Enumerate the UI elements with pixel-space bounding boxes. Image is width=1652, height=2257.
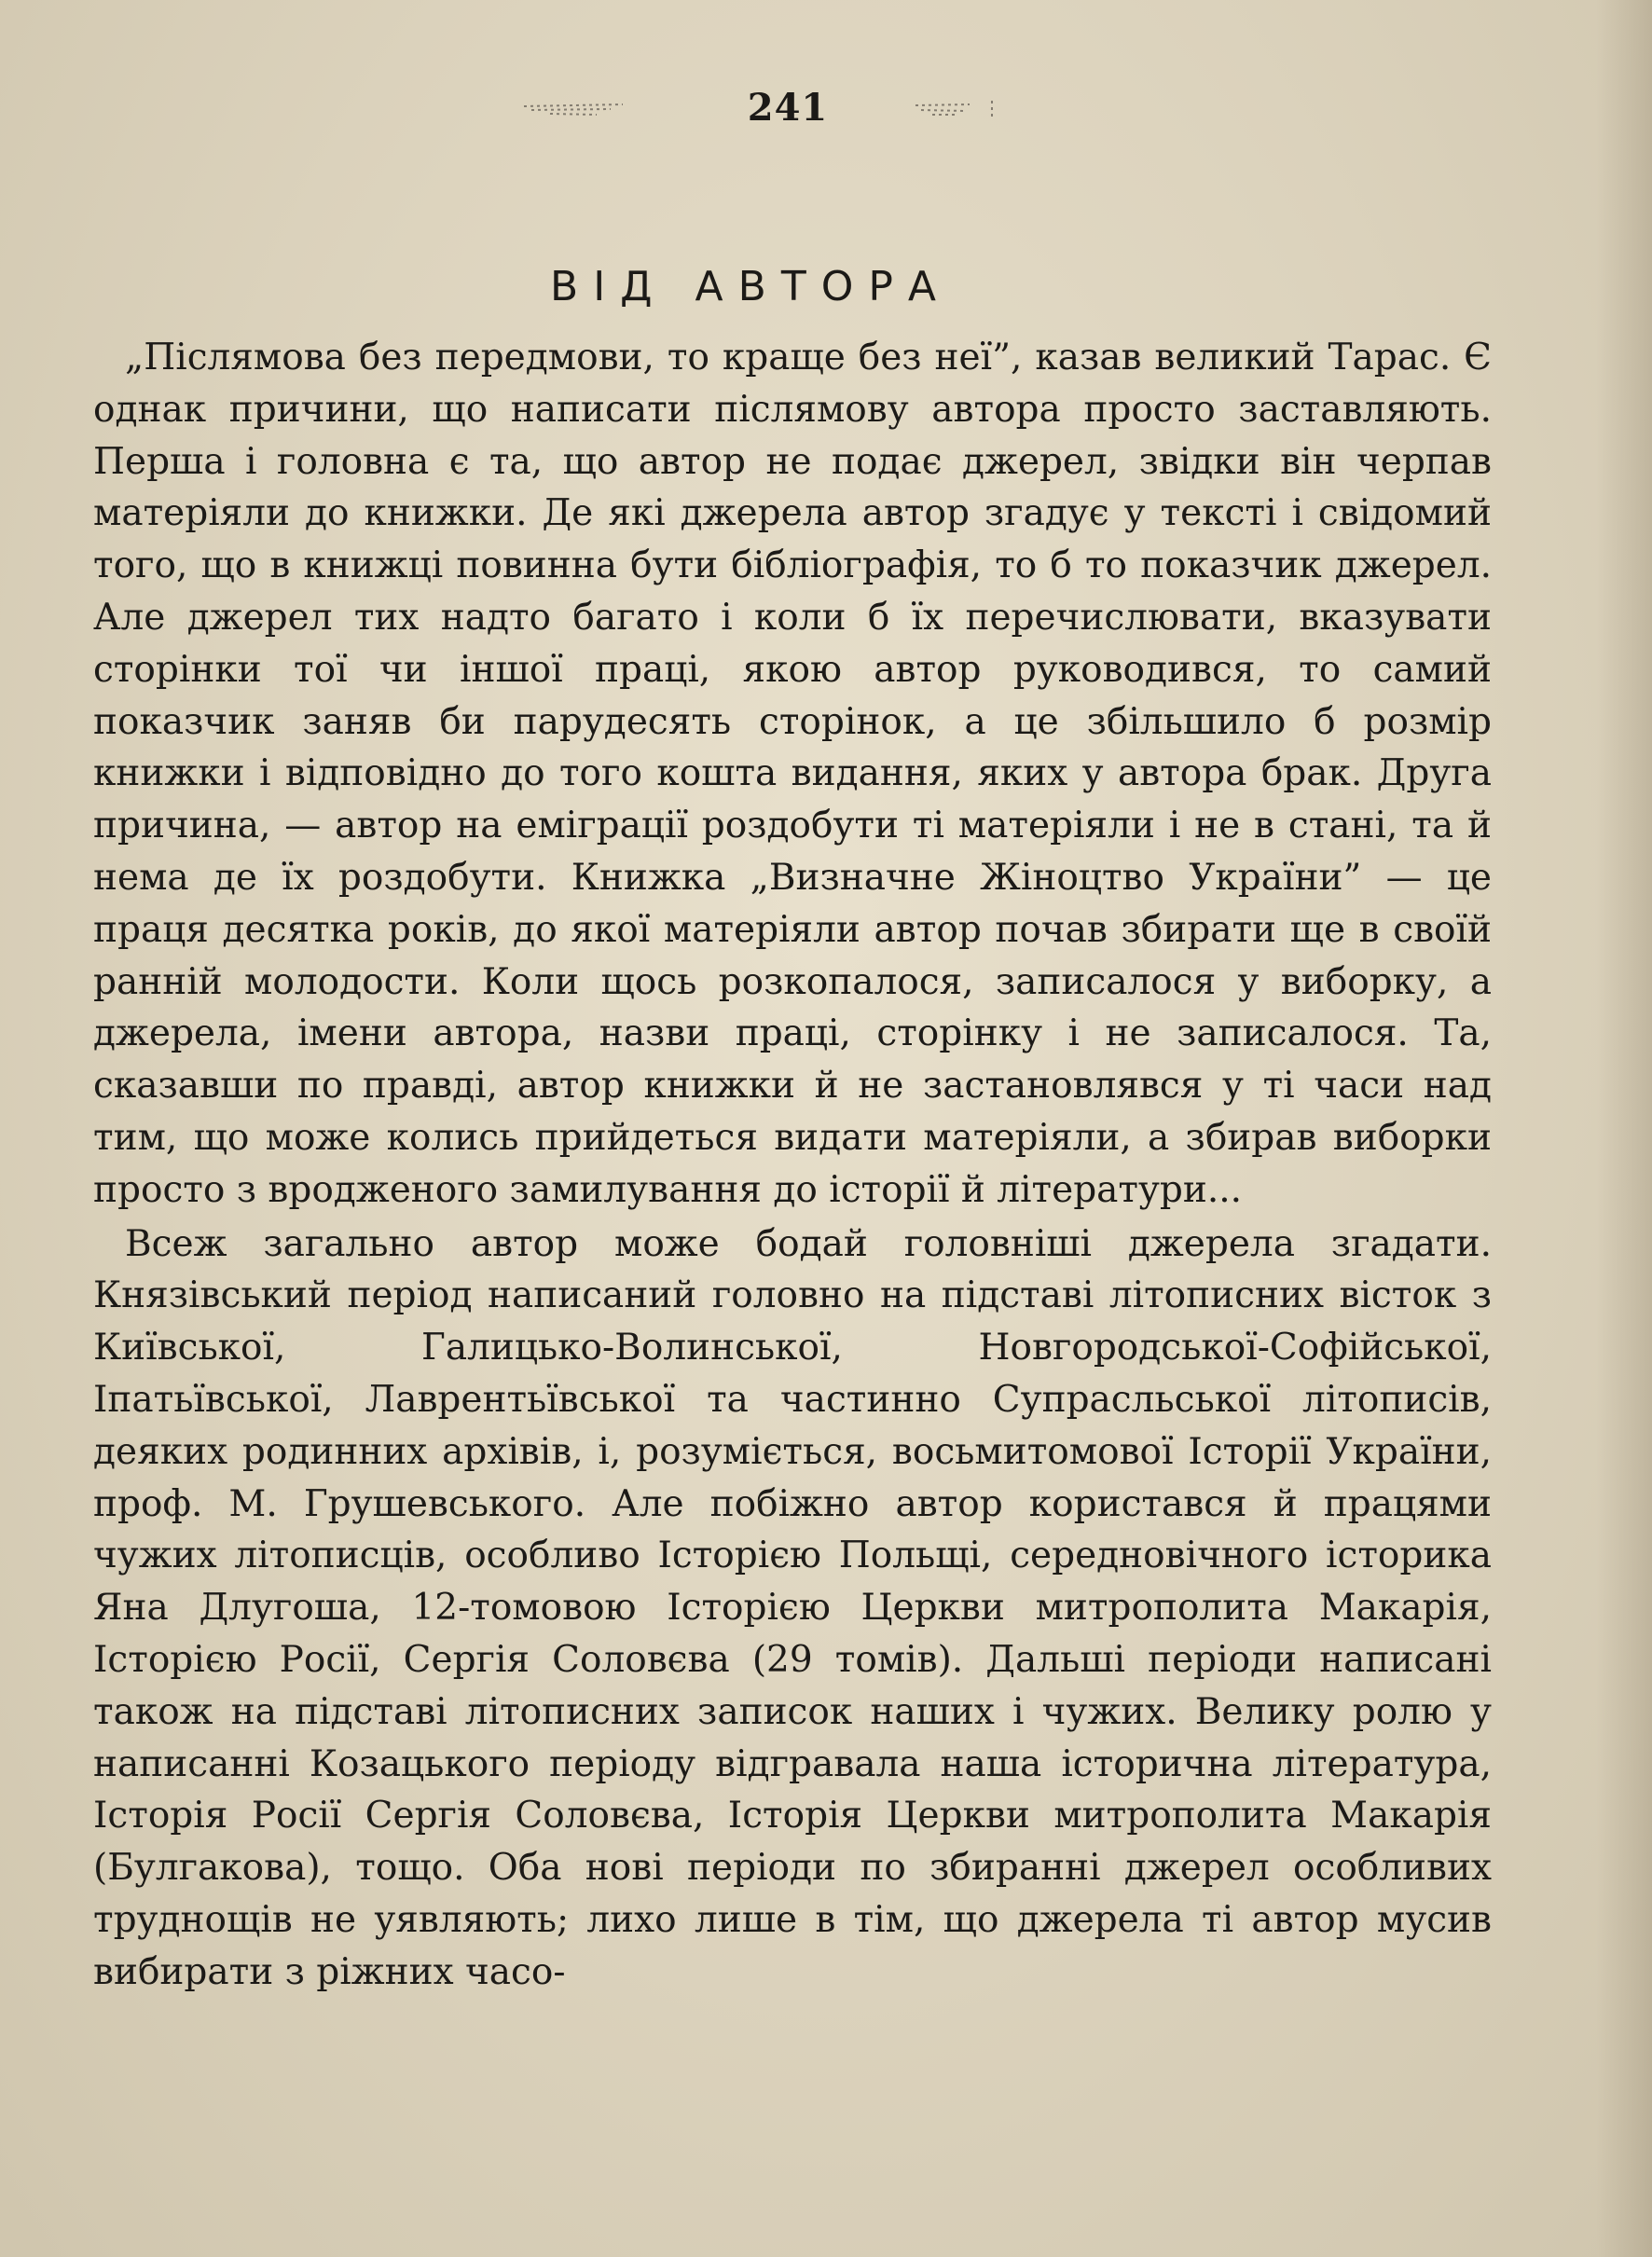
page-number: 241 bbox=[747, 86, 829, 130]
print-smudge-right-icon bbox=[914, 101, 998, 117]
body-text bbox=[93, 332, 1492, 1999]
section-title: ВІД АВТОРА bbox=[550, 263, 951, 310]
paragraph-1: „Післямова без передмови, то краще без неї”, казав великий Тарас. Є однак причини, що написати післямову автора просто заставляють. Перша і головна є та, що автор не подає джерел, звідки він черпав матеріяли до книжки. Де які джерела автор згадує у тексті і свідомий того, що в книжці повинна бути бібліографія, то б то показчик джерел. Але джерел тих надто багато і коли б їх перечислювати, вказувати сторінки тої чи іншої праці, якою автор руководився, то самий показчик заняв би парудесять сторінок, а це збільшило б розмір книжки і відповідно до того кошта видання, яких у автора брак. Друга причина, — автор на еміграції роздобути ті матеріяли і не в стані, та й нема де їх роздобути. Книжка „Визначне Жіноцтво України” — це праця десятка років, до якої матеріяли автор почав збирати ще в своїй ранній молодости. Коли щось розкопалося, записалося у виборку, а джерела, імени автора, назви праці, сторінку і не записалося. Та, сказавши по правді, автор книжки й не застановлявся у ті часи над тим, що може колись прийдеться видати матеріяли, а збирав виборки просто з вродженого замилування до історії й літератури... bbox=[93, 337, 1492, 1211]
paragraph-2: Всеж загально автор може бодай головніші джерела згадати. Князівський період написаний головно на підставі літописних вісток з Київської, Галицько-Волинської, Новгородської-Софійської, Іпатьївської, Лаврентьївської та частинно Супрасльської літописів, деяких родинних архівів, і, розуміється, восьмитомової Історії України, проф. М. Грушевського. Але побіжно автор користався й працями чужих літописців, особливо Історією Польщі, середновічного історика Яна Длугоша, 12-томовою Історією Церкви митрополита Макарія, Історією Росії, Сергія Соловєва (29 томів). Дальші періоди написані також на підставі літописних записок наших і чужих. Велику ролю у написанні Козацького періоду відгравала наша історична література, Історія Росії Сергія Соловєва, Історія Церкви митрополита Макарія (Булгакова), тощо. Оба нові періоди по збиранні джерел особливих труднощів не уявляють; лихо лише в тім, що джерела ті автор мусив вибирати з ріжних часо- bbox=[93, 1222, 1492, 1993]
page-edge-shadow bbox=[1596, 0, 1652, 2257]
